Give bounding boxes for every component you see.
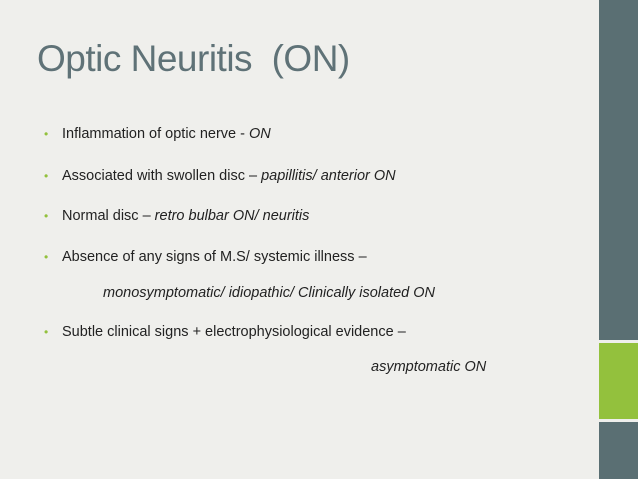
bullet-item-4 xyxy=(62,248,367,266)
slide-title: Optic Neuritis (ON) xyxy=(37,38,350,79)
bullet-item-3 xyxy=(62,207,309,225)
bullet-icon: • xyxy=(44,209,49,223)
bullet-icon: • xyxy=(44,127,49,141)
bullet-text: Normal disc – xyxy=(62,208,155,224)
bullet-icon: • xyxy=(44,169,49,183)
sidebar-top-bar xyxy=(599,0,638,340)
bullet-text: Subtle clinical signs + electrophysiological evidence – xyxy=(62,324,406,340)
bullet-text: Absence of any signs of M.S/ systemic illness – xyxy=(62,249,367,265)
bullet-text: Associated with swollen disc – xyxy=(62,168,262,184)
sidebar-accent-bar xyxy=(599,343,638,419)
bullet-continuation-5: asymptomatic ON xyxy=(371,359,487,375)
bullet-item-1 xyxy=(62,125,271,143)
bullet-icon: • xyxy=(44,250,49,264)
bullet-italic-text: ON xyxy=(248,126,271,142)
bullet-item-2 xyxy=(62,167,396,185)
sidebar-bottom-bar xyxy=(599,422,638,479)
bullet-italic-text: papillitis/ anterior ON xyxy=(261,168,396,184)
bullet-icon: • xyxy=(44,325,49,339)
bullet-text: Inflammation of optic nerve - xyxy=(62,126,249,142)
bullet-item-5 xyxy=(62,323,406,341)
bullet-italic-text: retro bulbar ON/ neuritis xyxy=(154,208,310,224)
bullet-continuation-4: monosymptomatic/ idiopathic/ Clinically isolated ON xyxy=(103,285,436,301)
